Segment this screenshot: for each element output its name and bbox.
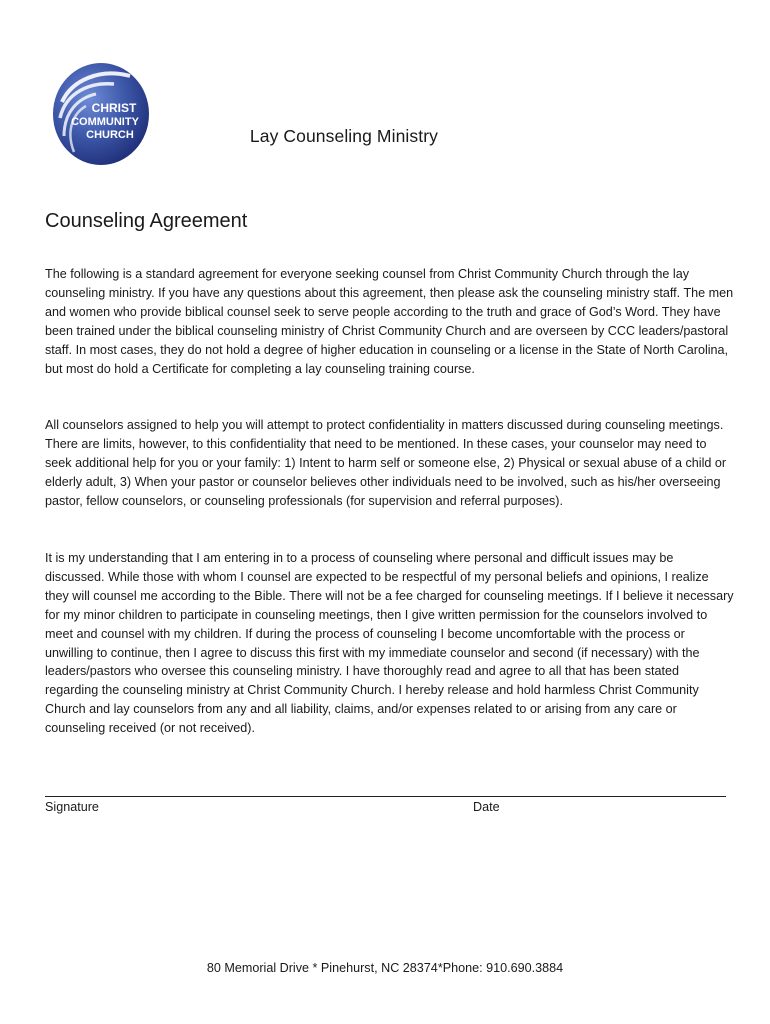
signature-line: [45, 796, 726, 797]
date-label: Date: [473, 800, 500, 814]
logo-text-line-3: CHURCH: [86, 129, 134, 141]
logo-text-line-1: CHRIST: [91, 101, 137, 115]
agreement-paragraph-confidentiality: All counselors assigned to help you will attempt to protect confidentiality in matters discussed during counseling meetings. There are limits, however, to this confidentiality that need to be mentioned. In these cases, your counselor may need to seek additional help for you or your family: 1) Intent to harm self or someone else, 2) Physical or sexual abuse of a child or elderly adult, 3) When your pastor or counselor believes other individuals need to be involved, such as his/her overseeing pastor, fellow counselors, or counseling professionals (for supervision and referral purposes).: [45, 418, 727, 508]
section-heading: Counseling Agreement: [45, 210, 248, 232]
document-title-text: Lay Counseling Ministry: [249, 126, 438, 146]
agreement-paragraph-intro: The following is a standard agreement for everyone seeking counsel from Christ Community Church through the lay counseling ministry. If you have any questions about this agreement, then please ask the counseling ministry staff. The men and women who provide biblical counsel seek to serve people according to the truth and grace of God’s Word. They have been trained under the biblical counseling ministry of Christ Community Church and are overseen by CCC leaders/pastoral staff. In most cases, they do not hold a degree of higher education in counseling or a license in the State of North Carolina, but most do hold a Certificate for completing a lay counseling training course.: [45, 267, 734, 376]
signature-label: Signature: [45, 800, 99, 814]
church-logo: [52, 62, 150, 166]
church-logo-graphic: [52, 62, 150, 166]
document-title: [0, 126, 656, 147]
agreement-paragraph-understanding: It is my understanding that I am entering in to a process of counseling where personal and difficult issues may be discussed. While those with whom I counsel are expected to be respectful of my personal beliefs and opinions, I realize they will counsel me according to the Bible. There will not be a fee charged for counseling meetings. If I believe it necessary for my minor children to participate in counseling meetings, then I give written permission for the counselors involved to meet and counsel with my children. If during the process of counseling I become uncomfortable with the process or unwilling to continue, then I agree to discuss this first with my immediate counselor and second (if necessary) with the leaders/pastors who oversee this counseling ministry. I have thoroughly read and agree to all that has been stated regarding the counseling ministry at Christ Community Church. I hereby release and hold harmless Christ Community Church and lay counselors from any and all liability, claims, and/or expenses related to or arising from any care or counseling received (or not received).: [45, 551, 734, 736]
logo-text-line-2: COMMUNITY: [71, 116, 139, 128]
footer-address: 80 Memorial Drive * Pinehurst, NC 28374*Phone: 910.690.3884: [206, 961, 564, 975]
